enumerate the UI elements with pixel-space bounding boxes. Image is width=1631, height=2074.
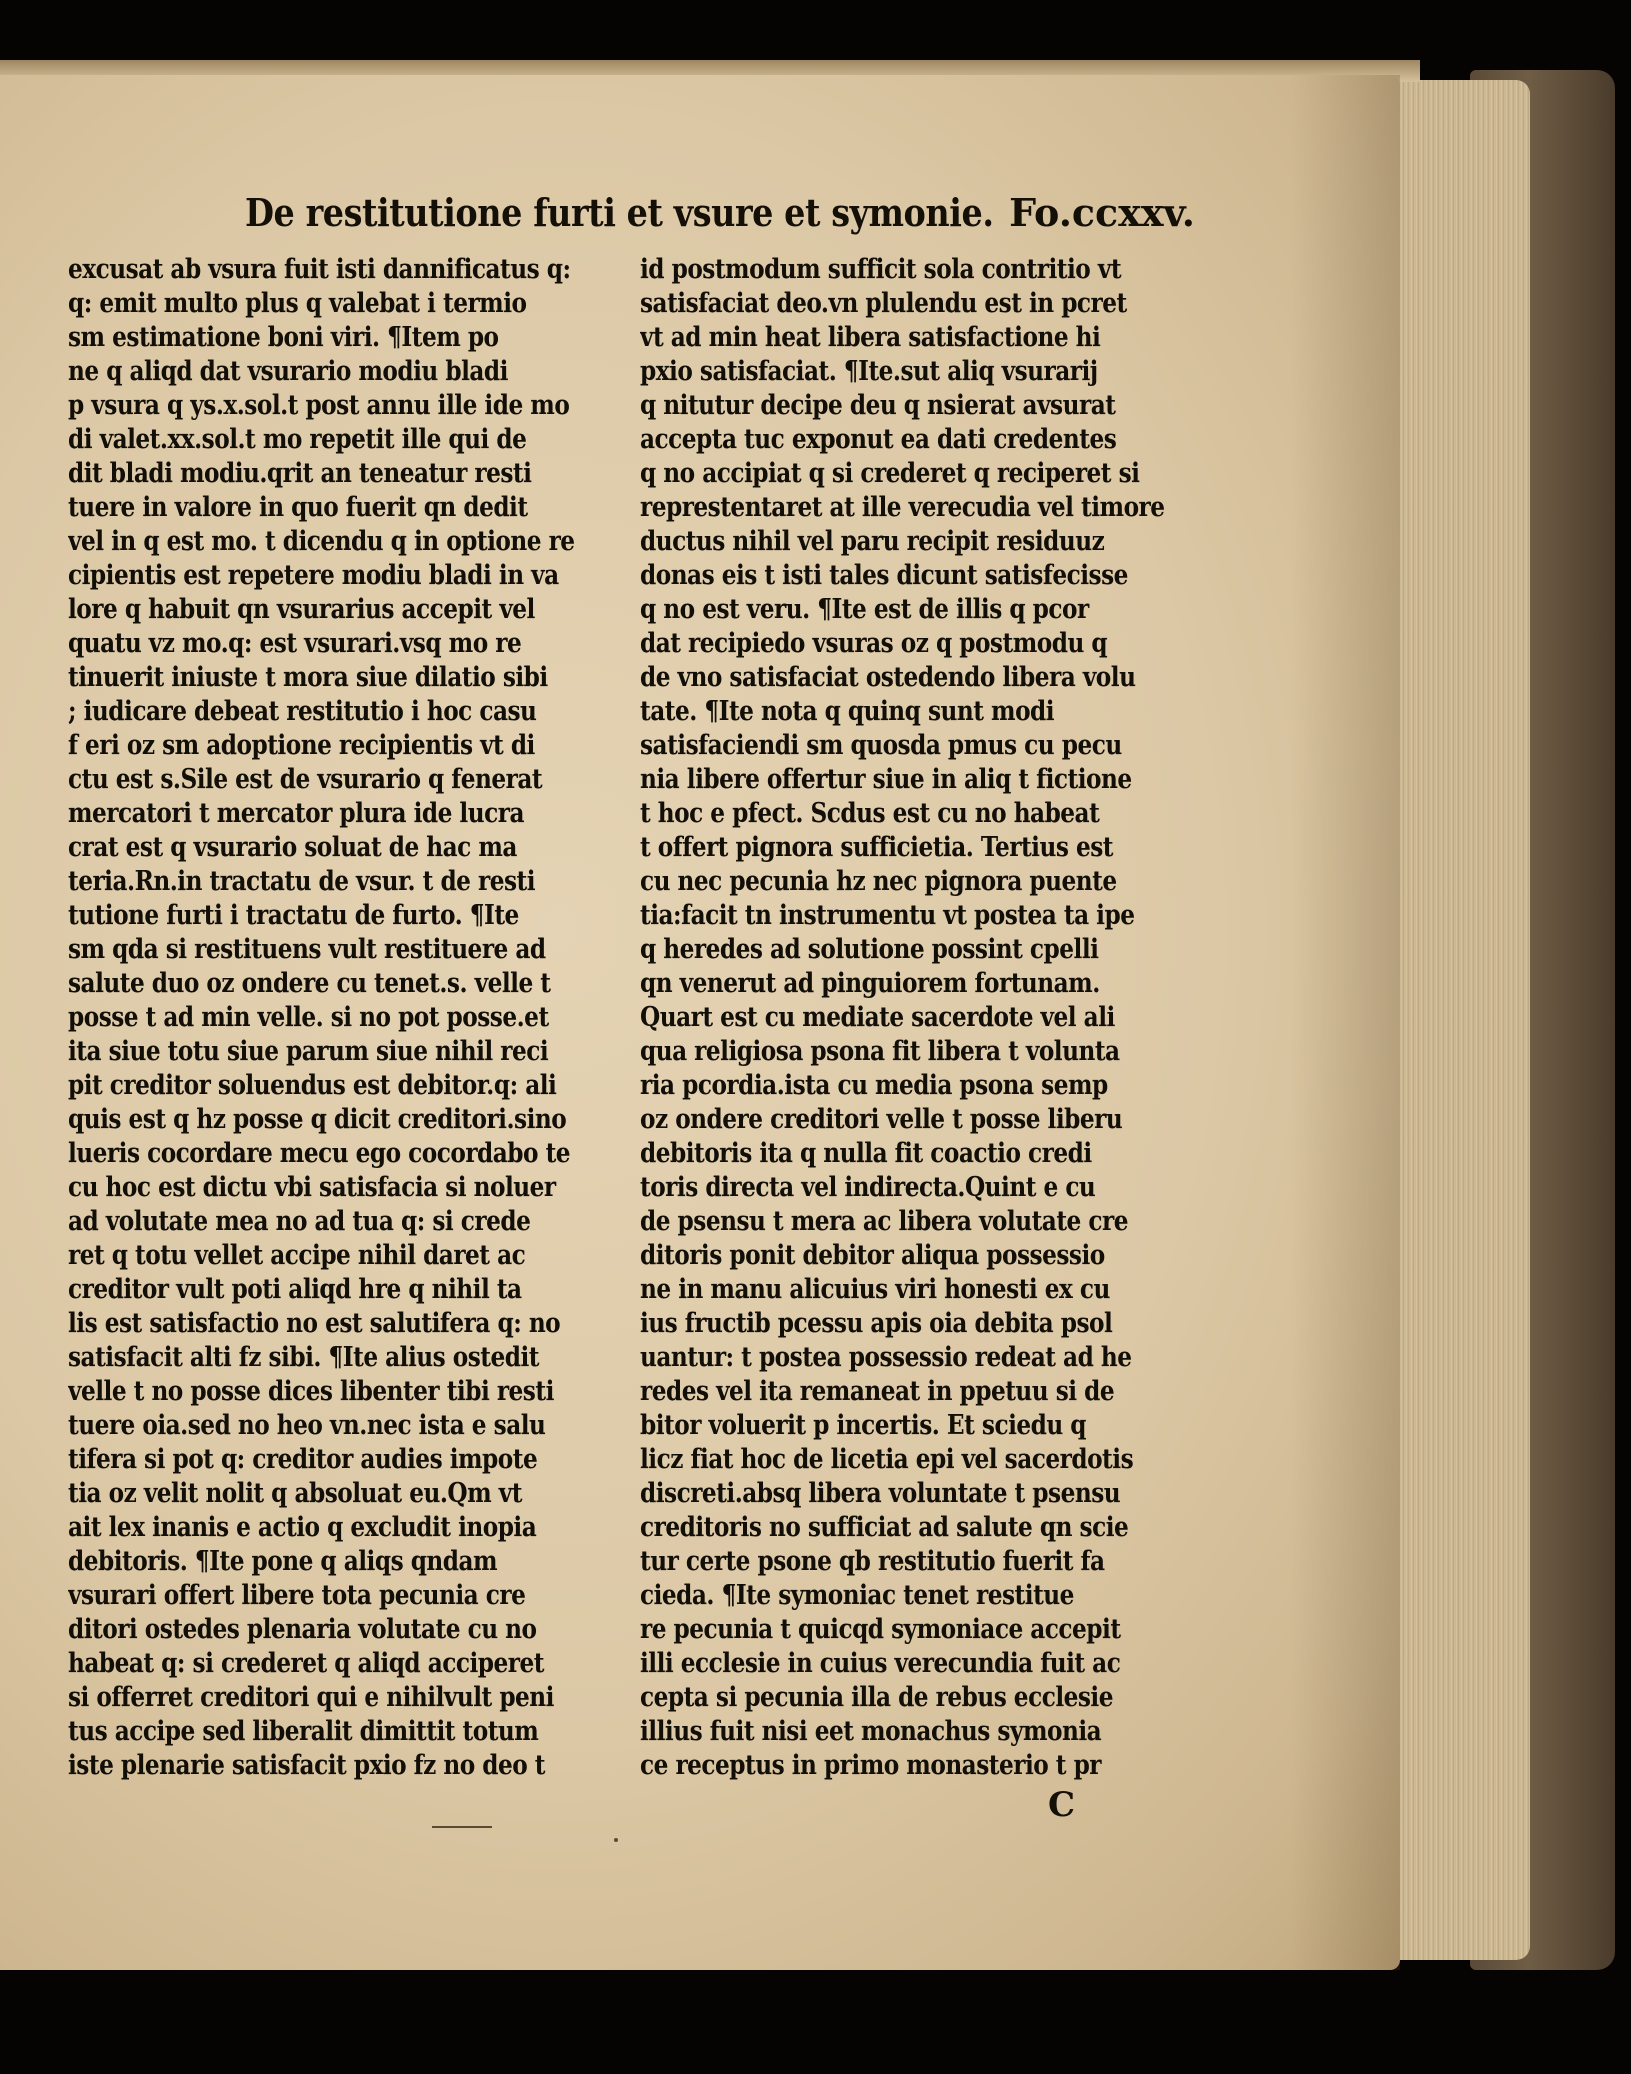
- text-line: excusat ab vsura fuit isti dannificatus q:: [68, 254, 571, 285]
- ink-mark: [432, 1826, 492, 1828]
- text-line: p vsura q ys.x.sol.t post annu ille ide mo: [68, 390, 570, 421]
- text-line: ait lex inanis e actio q excludit inopia: [68, 1512, 537, 1543]
- text-line: qn venerut ad pinguiorem fortunam.: [640, 968, 1100, 999]
- text-line: ret q totu vellet accipe nihil daret ac: [68, 1240, 526, 1271]
- text-line: habeat q: si crederet q aliqd acciperet: [68, 1648, 544, 1679]
- text-line: ditoris ponit debitor aliqua possessio: [640, 1240, 1105, 1271]
- text-line: velle t no posse dices libenter tibi resti: [68, 1376, 554, 1407]
- text-line: q heredes ad solutione possint cpelli: [640, 934, 1099, 965]
- text-line: debitoris. ¶Ite pone q aliqs qndam: [68, 1546, 498, 1577]
- text-line: tia oz velit nolit q absoluat eu.Qm vt: [68, 1478, 522, 1509]
- text-line: donas eis t isti tales dicunt satisfecisse: [640, 560, 1128, 591]
- text-line: illi ecclesie in cuius verecundia fuit ac: [640, 1648, 1121, 1679]
- text-column-left: [68, 253, 613, 1793]
- running-head-title: De restitutione furti et vsure et symonie.: [245, 190, 994, 235]
- text-line: vel in q est mo. t dicendu q in optione re: [68, 526, 575, 557]
- text-line: salute duo oz ondere cu tenet.s. velle t: [68, 968, 551, 999]
- text-line: tur certe psone qb restitutio fuerit fa: [640, 1546, 1105, 1577]
- text-line: represtentaret at ille verecudia vel timore: [640, 492, 1165, 523]
- text-line: ne in manu alicuius viri honesti ex cu: [640, 1274, 1110, 1305]
- text-line: posse t ad min velle. si no pot posse.et: [68, 1002, 549, 1033]
- text-line: re pecunia t quicqd symoniace accepit: [640, 1614, 1121, 1645]
- text-line: mercatori t mercator plura ide lucra: [68, 798, 524, 829]
- text-line: cu hoc est dictu vbi satisfacia si noluer: [68, 1172, 556, 1203]
- text-line: t offert pignora sufficietia. Tertius est: [640, 832, 1113, 863]
- text-line: vsurari offert libere tota pecunia cre: [68, 1580, 526, 1611]
- text-line: discreti.absq libera voluntate t psensu: [640, 1478, 1121, 1509]
- text-line: iste plenarie satisfacit pxio fz no deo t: [68, 1750, 546, 1781]
- text-line: lis est satisfactio no est salutifera q: no: [68, 1308, 561, 1339]
- text-line: lore q habuit qn vsurarius accepit vel: [68, 594, 535, 625]
- text-line: licz fiat hoc de licetia epi vel sacerdotis: [640, 1444, 1134, 1475]
- text-line: q no accipiat q si crederet q reciperet si: [640, 458, 1140, 489]
- text-line: pxio satisfaciat. ¶Ite.sut aliq vsurarij: [640, 356, 1098, 387]
- text-line: creditoris no sufficiat ad salute qn scie: [640, 1512, 1129, 1543]
- text-line: de psensu t mera ac libera volutate cre: [640, 1206, 1128, 1237]
- text-line: cieda. ¶Ite symoniac tenet restitue: [640, 1580, 1074, 1611]
- text-line: sm qda si restituens vult restituere ad: [68, 934, 546, 965]
- text-line: t hoc e pfect. Scdus est cu no habeat: [640, 798, 1100, 829]
- text-line: cepta si pecunia illa de rebus ecclesie: [640, 1682, 1113, 1713]
- text-line: accepta tuc exponut ea dati credentes: [640, 424, 1117, 455]
- folio-number: Fo.ccxxv.: [1009, 190, 1195, 235]
- text-line: tifera si pot q: creditor audies impote: [68, 1444, 538, 1475]
- text-line: ditori ostedes plenaria volutate cu no: [68, 1614, 537, 1645]
- text-line: teria.Rn.in tractatu de vsur. t de resti: [68, 866, 536, 897]
- text-line: cu nec pecunia hz nec pignora puente: [640, 866, 1117, 897]
- text-line: ductus nihil vel paru recipit residuuz: [640, 526, 1105, 557]
- text-line: si offerret creditori qui e nihilvult peni: [68, 1682, 554, 1713]
- text-line: ita siue totu siue parum siue nihil reci: [68, 1036, 549, 1067]
- text-line: bitor voluerit p incertis. Et sciedu q: [640, 1410, 1087, 1441]
- text-line: ce receptus in primo monasterio t pr: [640, 1750, 1102, 1781]
- text-line: tus accipe sed liberalit dimittit totum: [68, 1716, 539, 1747]
- text-line: pit creditor soluendus est debitor.q: ali: [68, 1070, 557, 1101]
- text-line: creditor vult poti aliqd hre q nihil ta: [68, 1274, 522, 1305]
- text-line: ius fructib pcessu apis oia debita psol: [640, 1308, 1113, 1339]
- text-line: q nitutur decipe deu q nsierat avsurat: [640, 390, 1116, 421]
- text-line: quatu vz mo.q: est vsurari.vsq mo re: [68, 628, 522, 659]
- text-line: ne q aliqd dat vsurario modiu bladi: [68, 356, 508, 387]
- text-line: ria pcordia.ista cu media psona semp: [640, 1070, 1108, 1101]
- text-line: quis est q hz posse q dicit creditori.sino: [68, 1104, 567, 1135]
- text-line: q no est veru. ¶Ite est de illis q pcor: [640, 594, 1089, 625]
- text-line: lueris cocordare mecu ego cocordabo te: [68, 1138, 571, 1169]
- text-line: cipientis est repetere modiu bladi in va: [68, 560, 559, 591]
- text-line: di valet.xx.sol.t mo repetit ille qui de: [68, 424, 527, 455]
- text-line: tate. ¶Ite nota q quinq sunt modi: [640, 696, 1055, 727]
- running-head: [245, 190, 1195, 250]
- text-line: tia:facit tn instrumentu vt postea ta ipe: [640, 900, 1135, 931]
- text-line: ; iudicare debeat restitutio i hoc casu: [68, 696, 537, 727]
- text-line: satisfacit alti fz sibi. ¶Ite alius ostedit: [68, 1342, 540, 1373]
- text-line: satisfaciat deo.vn plulendu est in pcret: [640, 288, 1127, 319]
- text-line: dit bladi modiu.qrit an teneatur resti: [68, 458, 532, 489]
- text-line: f eri oz sm adoptione recipientis vt di: [68, 730, 535, 761]
- text-line: id postmodum sufficit sola contritio vt: [640, 254, 1122, 285]
- text-line: vt ad min heat libera satisfactione hi: [640, 322, 1101, 353]
- text-line: crat est q vsurario soluat de hac ma: [68, 832, 517, 863]
- ink-dot: [614, 1838, 618, 1842]
- text-column-right: [640, 253, 1195, 1793]
- text-line: tinuerit iniuste t mora siue dilatio sibi: [68, 662, 548, 693]
- text-line: qua religiosa psona fit libera t volunta: [640, 1036, 1120, 1067]
- text-line: satisfaciendi sm quosda pmus cu pecu: [640, 730, 1122, 761]
- text-line: uantur: t postea possessio redeat ad he: [640, 1342, 1132, 1373]
- page-fold-shadow: [1290, 75, 1400, 1970]
- text-line: oz ondere creditori velle t posse liberu: [640, 1104, 1123, 1135]
- text-line: illius fuit nisi eet monachus symonia: [640, 1716, 1102, 1747]
- text-line: tutione furti i tractatu de furto. ¶Ite: [68, 900, 519, 931]
- text-line: ad volutate mea no ad tua q: si crede: [68, 1206, 531, 1237]
- text-line: q: emit multo plus q valebat i termio: [68, 288, 527, 319]
- text-line: Quart est cu mediate sacerdote vel ali: [640, 1002, 1115, 1033]
- text-line: sm estimatione boni viri. ¶Item po: [68, 322, 499, 353]
- text-line: ctu est s.Sile est de vsurario q fenerat: [68, 764, 543, 795]
- text-line: nia libere offertur siue in aliq t fictione: [640, 764, 1132, 795]
- text-line: redes vel ita remaneat in ppetuu si de: [640, 1376, 1115, 1407]
- catchword: C: [1048, 1785, 1076, 1825]
- text-line: debitoris ita q nulla fit coactio credi: [640, 1138, 1092, 1169]
- text-line: tuere oia.sed no heo vn.nec ista e salu: [68, 1410, 546, 1441]
- text-line: toris directa vel indirecta.Quint e cu: [640, 1172, 1096, 1203]
- text-line: dat recipiedo vsuras oz q postmodu q: [640, 628, 1108, 659]
- text-line: tuere in valore in quo fuerit qn dedit: [68, 492, 528, 523]
- text-line: de vno satisfaciat ostedendo libera volu: [640, 662, 1136, 693]
